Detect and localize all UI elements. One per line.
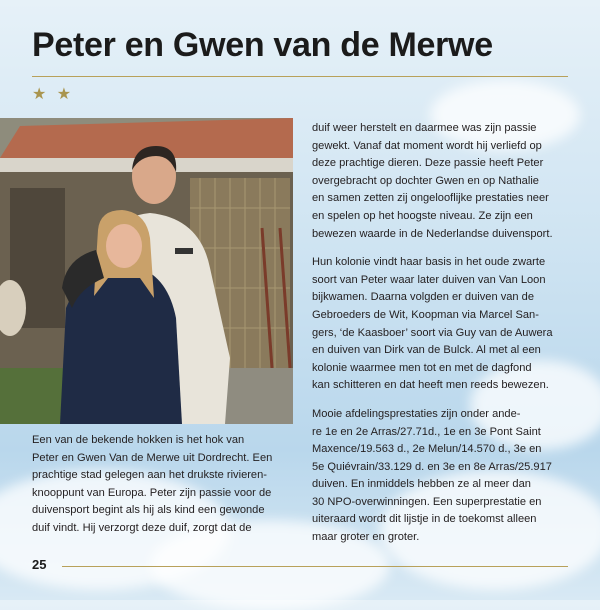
text-line: Gebroeders de Wit, Koopman via Marcel San- bbox=[312, 308, 539, 321]
text-line: 30 NPO-overwinningen. Een superprestatie en bbox=[312, 495, 542, 508]
star-icon: ★ bbox=[32, 86, 50, 103]
page-number: 25 bbox=[32, 557, 47, 572]
text-line: duif weer herstelt en daarmee was zijn passie bbox=[312, 122, 537, 134]
text-line: kolonie waarmee men tot en met de dagfond bbox=[312, 361, 532, 374]
article-text-left bbox=[32, 432, 290, 538]
article-text-right bbox=[312, 120, 572, 547]
text-line: uiteraard wordt dit lijstje in de toekomst alleen bbox=[312, 513, 537, 526]
text-line: Een van de bekende hokken is het hok van bbox=[32, 434, 245, 446]
text-line: en duiven van Dirk van de Bulck. Al met al een bbox=[312, 344, 541, 357]
text-line: kan schitteren en dat heeft men reeds bewezen. bbox=[312, 379, 549, 392]
page-title: Peter en Gwen van de Merwe bbox=[32, 26, 493, 64]
portrait-photo bbox=[0, 118, 293, 424]
text-line: duiven. En inmiddels hebben ze al meer dan bbox=[312, 478, 531, 491]
text-line: bijkwamen. Daarna volgden er duiven van de bbox=[312, 291, 535, 304]
title-divider bbox=[32, 76, 568, 77]
star-icon: ★ bbox=[56, 86, 75, 103]
text-line: en samen zetten zij ongelooflijke prestaties neer bbox=[312, 192, 549, 205]
paragraph bbox=[312, 254, 572, 395]
text-line: bewezen waarde in de Nederlandse duivensport. bbox=[312, 227, 553, 240]
text-line: duif vindt. Hij verzorgt deze duif, zorgt dat de bbox=[32, 521, 252, 534]
text-line: Maxence/19.563 d., 2e Melun/14.570 d., 3e en bbox=[312, 443, 542, 456]
text-line: Peter en Gwen Van de Merwe uit Dordrecht. Een bbox=[32, 451, 273, 464]
text-line: gers, ‘de Kaasboer’ soort via Guy van de Auwera bbox=[312, 326, 553, 339]
rating-stars bbox=[32, 84, 74, 104]
text-line: maar groter en groter. bbox=[312, 531, 420, 544]
text-line: deze prachtige dieren. Deze passie heeft Peter bbox=[312, 157, 544, 170]
text-line: re 1e en 2e Arras/27.71d., 1e en 3e Pont Saint bbox=[312, 425, 541, 438]
text-line: Mooie afdelingsprestaties zijn onder ande- bbox=[312, 407, 521, 420]
text-line: knooppunt van Europa. Peter zijn passie voor de bbox=[32, 486, 272, 499]
text-line: overgebracht op dochter Gwen en op Nathalie bbox=[312, 174, 539, 187]
text-line: gewekt. Vanaf dat moment wordt hij verliefd op bbox=[312, 139, 542, 152]
paragraph bbox=[312, 406, 572, 547]
text-line: en spelen op het hoogste niveau. Ze zijn een bbox=[312, 209, 533, 222]
text-line: duivensport begint als hij als kind een gewonde bbox=[32, 504, 265, 517]
photo-father-daughter-loft-icon bbox=[0, 118, 293, 424]
paragraph bbox=[312, 120, 572, 243]
text-line: Hun kolonie vindt haar basis in het oude zwarte bbox=[312, 256, 546, 269]
footer-divider bbox=[62, 566, 568, 567]
text-line: prachtige stad gelegen aan het drukste rivieren- bbox=[32, 469, 267, 482]
text-line: 5e Quiévrain/33.129 d. en 3e en 8e Arras/25.917 bbox=[312, 460, 552, 473]
text-line: soort van Peter waar later duiven van Van Loon bbox=[312, 273, 546, 286]
